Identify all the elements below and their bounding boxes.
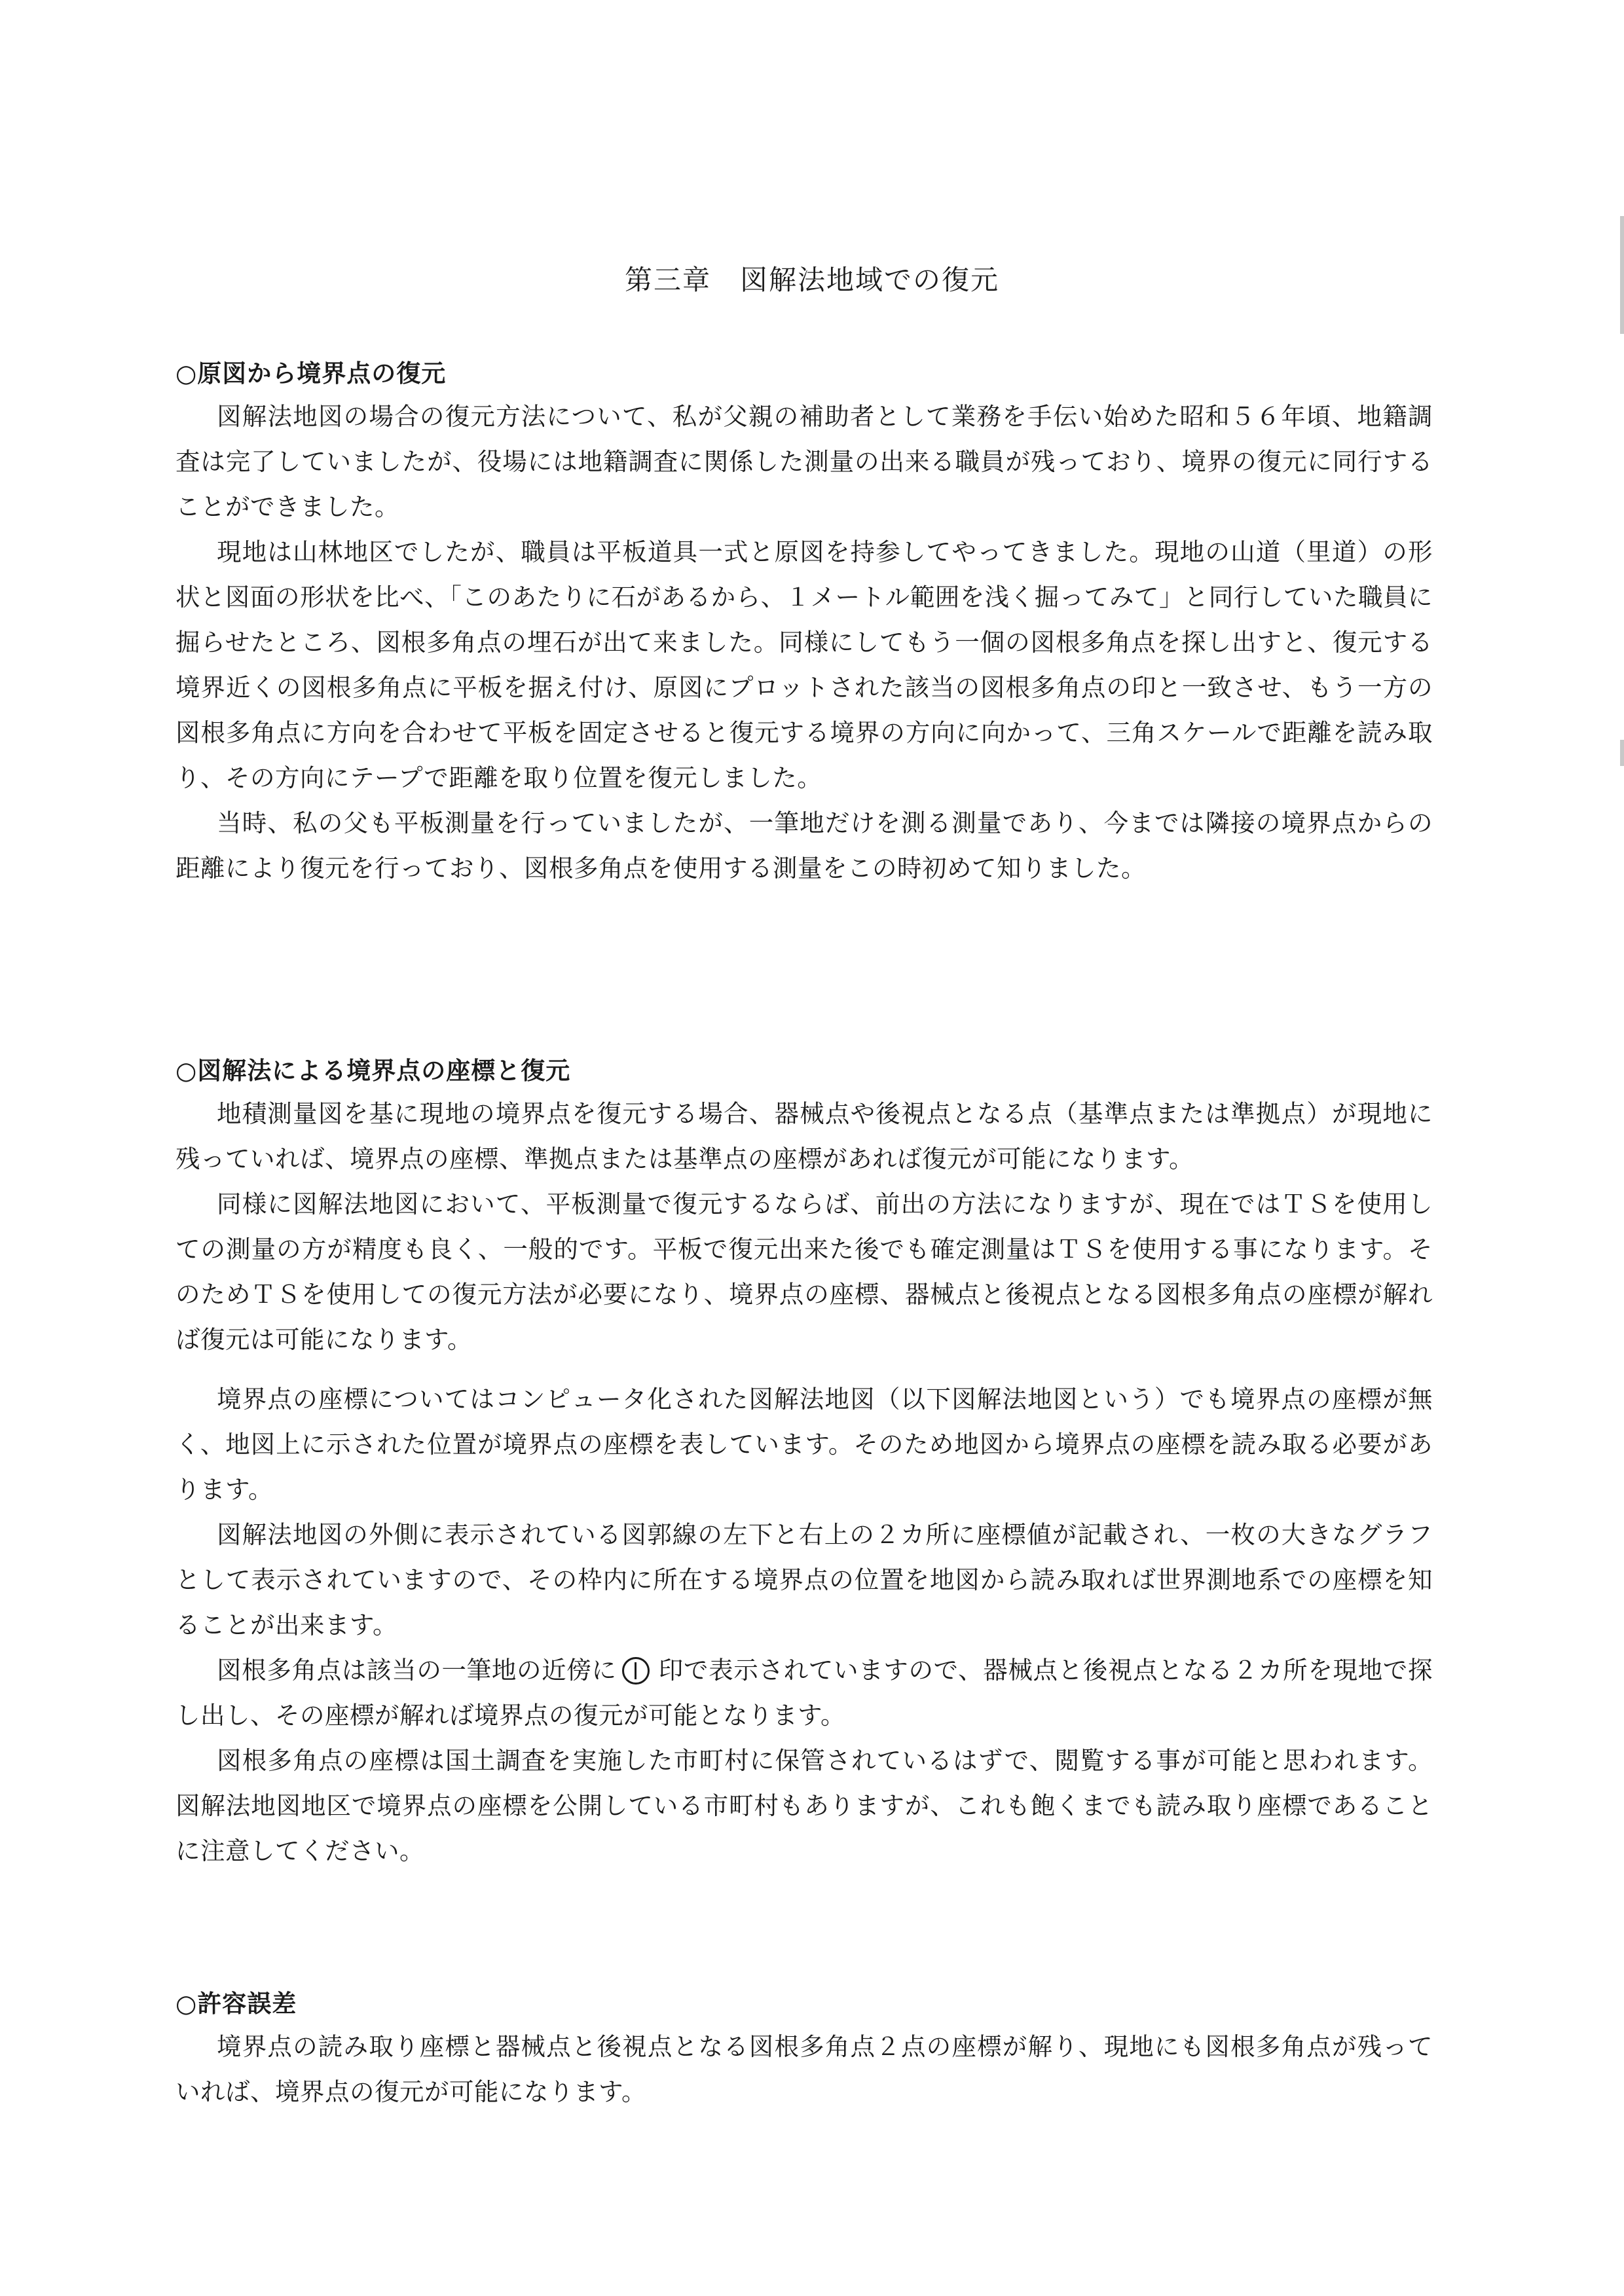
paragraph-text-after-symbol: 印で表示されていますので、器械点と後視点となる２カ所を現地で探し出し、その座標が解れば境界点の復元が可能となります。	[175, 1656, 1433, 1730]
section-heading: ○許容誤差	[175, 1990, 297, 2018]
section-heading: ○原図から境界点の復元	[175, 359, 447, 388]
paragraph: 図解法地図の外側に表示されている図郭線の左下と右上の２カ所に座標値が記載され、一枚の大きなグラフとして表示されていますので、その枠内に所在する境界点の位置を地図から読み取れば世界測地系での座標を知ることが出来ます。	[175, 1520, 1433, 1639]
chapter-title: 第三章 図解法地域での復元	[624, 264, 999, 296]
paragraph: 地積測量図を基に現地の境界点を復元する場合、器械点や後視点となる点（基準点または準拠点）が現地に残っていれば、境界点の座標、準拠点または基準点の座標があれば復元が可能になります。	[175, 1099, 1433, 1173]
circle-with-vertical-bar-icon	[622, 1657, 650, 1685]
paragraph: 現地は山林地区でしたが、職員は平板道具一式と原図を持参してやってきました。現地の山道（里道）の形状と図面の形状を比べ、「このあたりに石があるから、１メートル範囲を浅く掘ってみて」と同行していた職員に掘らせたところ、図根多角点の埋石が出て来ました。同様にしてもう一個の図根多角点を探し出すと、復元する境界近くの図根多角点に平板を据え付け、原図にプロットされた該当の図根多角点の印と一致させ、もう一方の図根多角点に方向を合わせて平板を固定させると復元する境界の方向に向かって、三角スケールで距離を読み取り、その方向にテープで距離を取り位置を復元しました。	[175, 538, 1433, 792]
section-restoration-from-original-map	[175, 354, 1433, 891]
scan-edge-mark	[1620, 216, 1624, 334]
paragraph: 境界点の座標についてはコンピュータ化された図解法地図（以下図解法地図という）でも境界点の座標が無く、地図上に示された位置が境界点の座標を表しています。そのため地図から境界点の座標を読み取る必要があります。	[175, 1385, 1433, 1504]
paragraph: 図根多角点の座標は国土調査を実施した市町村に保管されているはずで、閲覧する事が可能と思われます。図解法地図地区で境界点の座標を公開している市町村もありますが、これも飽くまでも読み取り座標であることに注意してください。	[175, 1746, 1433, 1865]
paragraph: 同様に図解法地図において、平板測量で復元するならば、前出の方法になりますが、現在ではＴＳを使用しての測量の方が精度も良く、一般的です。平板で復元出来た後でも確定測量はＴＳを使用する事になります。そのためＴＳを使用しての復元方法が必要になり、境界点の座標、器械点と後視点となる図根多角点の座標が解れば復元は可能になります。	[175, 1190, 1433, 1354]
paragraph: 境界点の読み取り座標と器械点と後視点となる図根多角点２点の座標が解り、現地にも図根多角点が残っていれば、境界点の復元が可能になります。	[175, 2032, 1433, 2106]
section-tolerance	[175, 1984, 1433, 2115]
paragraph: 当時、私の父も平板測量を行っていましたが、一筆地だけを測る測量であり、今までは隣接の境界点からの距離により復元を行っており、図根多角点を使用する測量をこの時初めて知りました。	[175, 809, 1433, 883]
scan-edge-mark	[1620, 740, 1624, 766]
paragraph-with-symbol	[175, 1648, 1433, 1738]
section-heading: ○図解法による境界点の座標と復元	[175, 1057, 571, 1085]
paragraph: 図解法地図の場合の復元方法について、私が父親の補助者として業務を手伝い始めた昭和５６年頃、地籍調査は完了していましたが、役場には地籍調査に関係した測量の出来る職員が残っており、境界の復元に同行することができました。	[175, 402, 1433, 521]
section-graphical-coordinates-and-restoration	[175, 1051, 1433, 1874]
paragraph-text-before-symbol: 図根多角点は該当の一筆地の近傍に	[217, 1656, 617, 1685]
